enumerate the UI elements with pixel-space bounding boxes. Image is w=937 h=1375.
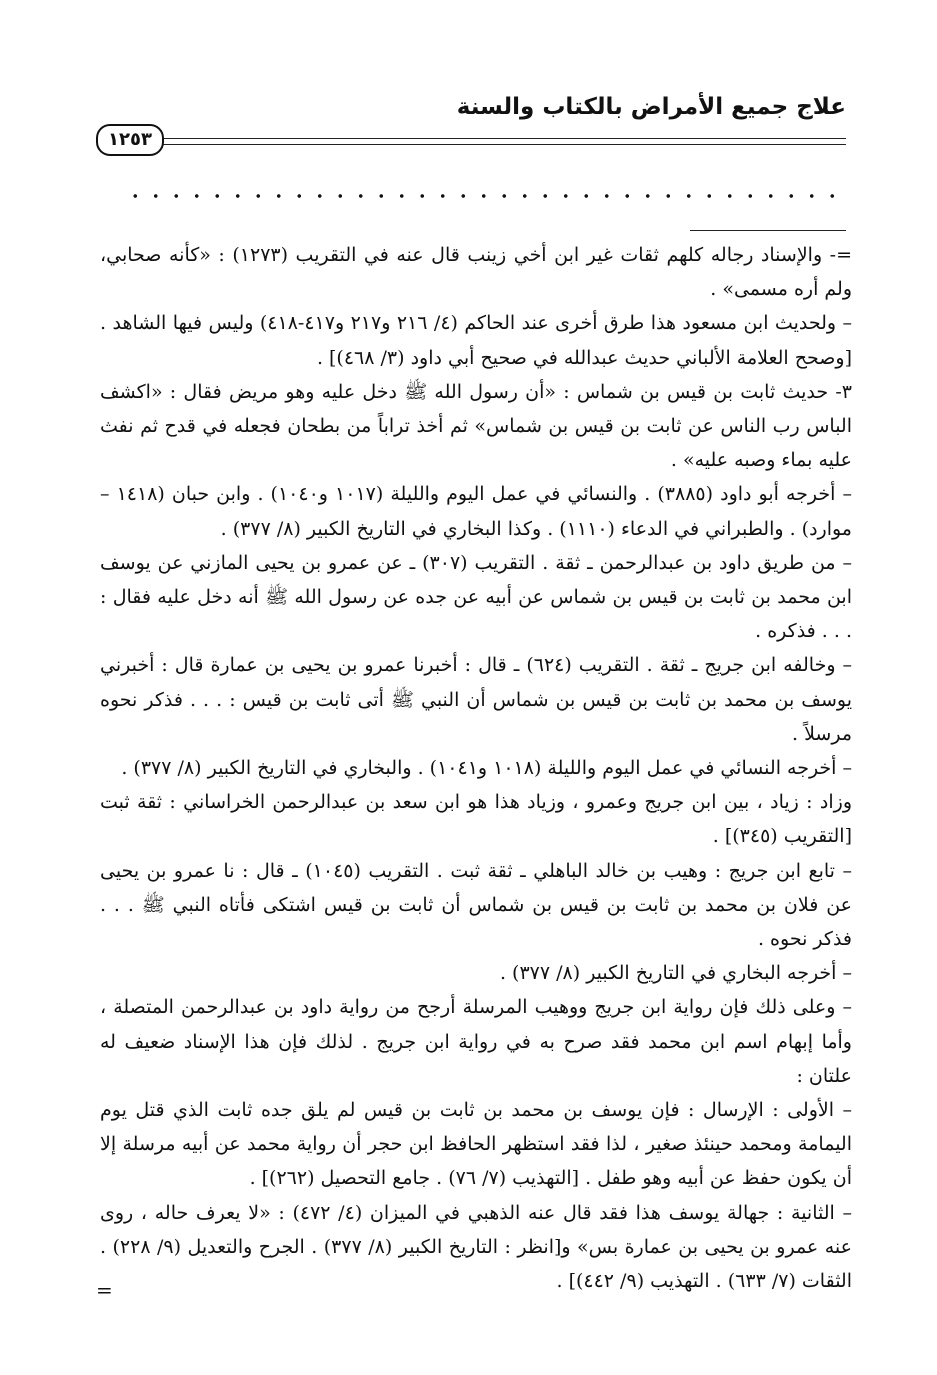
paragraph-5: – من طريق داود بن عبدالرحمن ـ ثقة . التقريب (٣٠٧) ـ عن عمرو بن يحيى المازني عن يوسف ابن محمد بن ثابت بن قيس بن شماس عن أبيه عن جده عن رسول الله ﷺ أنه دخل عليه فقال : . . . فذكره . — [100, 551, 852, 643]
paragraph-12: – الأولى : الإرسال : فإن يوسف بن محمد بن ثابت بن قيس لم يلق جده ثابت الذي قتل يوم اليمامة ومحمد حينئذ صغير ، لذا فقد استظهر الحافظ ابن حجر أن رواية محمد عن أبيه مرسلة إلا أن يكون حفظ عن أبيه وهو طفل . [التهذيب (٧/ ٧٦) . جامع التحصيل (٢٦٢)] . — [100, 1099, 852, 1190]
dotted-separator — [125, 190, 845, 202]
page-header — [96, 94, 846, 154]
paragraph-3: ٣- حديث ثابت بن قيس بن شماس : «أن رسول الله ﷺ دخل عليه وهو مريض فقال : «اكشف الباس رب الناس عن ثابت بن قيس بن شماس» ثم أخذ تراباً من بطحان فجعله في قدح ثم نفث عليه بماء وصبه عليه» . — [100, 380, 852, 472]
paragraph-8: وزاد : زياد ، بين ابن جريج وعمرو ، وزياد هذا هو ابن سعد بن عبدالرحمن الخراساني : ثقة ثبت [التقريب (٣٤٥)] . — [100, 791, 852, 848]
running-title: علاج جميع الأمراض بالكتاب والسنة — [456, 94, 846, 120]
footnote-rule — [690, 230, 846, 231]
paragraph-7: – أخرجه النسائي في عمل اليوم والليلة (١٠١٨ و١٠٤١) . والبخاري في التاريخ الكبير (٨/ ٣٧٧) . — [121, 757, 852, 780]
paragraph-10: – أخرجه البخاري في التاريخ الكبير (٨/ ٣٧٧) . — [499, 962, 852, 985]
paragraph-1: =- والإسناد رجاله كلهم ثقات غير ابن أخي زينب قال عنه في التقريب (١٢٧٣) : «كأنه صحابي، ولم أره مسمى» . — [100, 244, 852, 301]
paragraph-13: – الثانية : جهالة يوسف هذا فقد قال عنه الذهبي في الميزان (٤/ ٤٧٢) : «لا يعرف حاله ، روى عنه عمرو بن يحيى بن عمارة بس» و[انظر : التاريخ الكبير (٨/ ٣٧٧) . الجرح والتعديل (٩/ ٢٢٨) . الثقات (٧/ ٦٣٣) . التهذيب (٩/ ٤٤٢)] . — [100, 1201, 852, 1293]
paragraph-6: – وخالفه ابن جريج ـ ثقة . التقريب (٦٢٤) ـ قال : أخبرنا عمرو بن يحيى بن عمارة قال : أخبرني يوسف بن محمد بن ثابت بن قيس بن شماس أن النبي ﷺ أتى ثابت بن قيس : . . . فذكر نحوه مرسلاً . — [100, 654, 853, 745]
footnote-body — [100, 238, 852, 1298]
continuation-mark: = — [96, 1278, 113, 1302]
paragraph-11: – وعلى ذلك فإن رواية ابن جريج ووهيب المرسلة أرجح من رواية داود بن عبدالرحمن المتصلة ، وأما إبهام اسم ابن محمد فقد صرح به في رواية ابن جريج . لذلك فإن هذا الإسناد ضعيف له علتان : — [100, 996, 852, 1087]
header-double-rule — [158, 138, 846, 145]
paragraph-9: – تابع ابن جريج : وهيب بن خالد الباهلي ـ ثقة ثبت . التقريب (١٠٤٥) ـ قال : نا عمرو بن يحيى عن فلان بن محمد بن ثابت بن قيس بن شماس أن ثابت بن قيس اشتكى فأتاه النبي ﷺ . . . فذكر نحوه . — [100, 859, 852, 951]
page-number: ١٢٥٣ — [96, 124, 164, 156]
paragraph-2: – ولحديث ابن مسعود هذا طرق أخرى عند الحاكم (٤/ ٢١٦ و٢١٧ و٤١٧-٤١٨) وليس فيها الشاهد . [وصحح العلامة الألباني حديث عبدالله في صحيح أبي داود (٣/ ٤٦٨)] . — [100, 312, 852, 369]
paragraph-4: – أخرجه أبو داود (٣٨٨٥) . والنسائي في عمل اليوم والليلة (١٠١٧ و١٠٤٠) . وابن حبان (١٤١٨ – موارد) . والطبراني في الدعاء (١١١٠) . وكذا البخاري في التاريخ الكبير (٨/ ٣٧٧) . — [100, 483, 852, 540]
